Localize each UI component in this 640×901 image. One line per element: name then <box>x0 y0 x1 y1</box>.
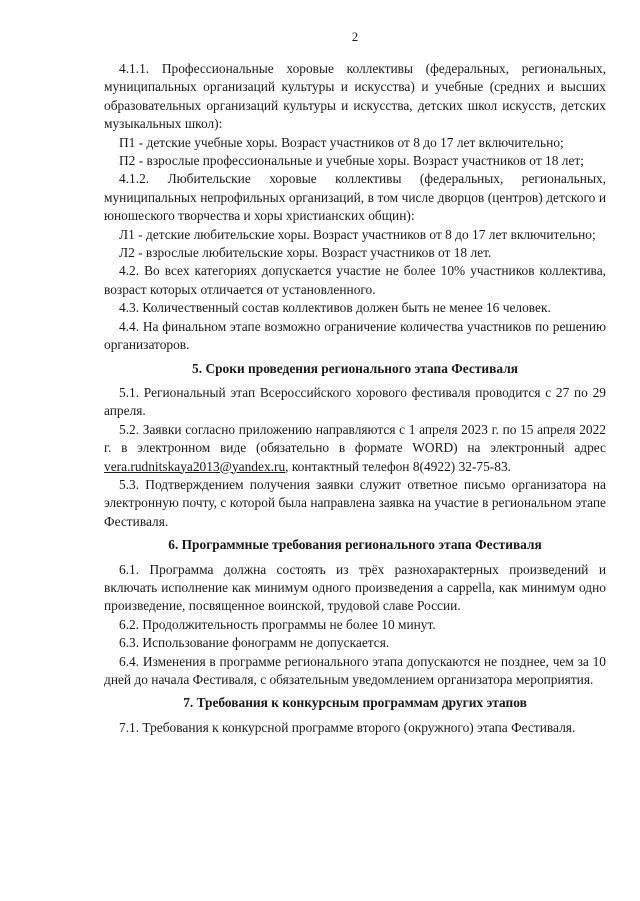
section-6-heading: 6. Программные требования регионального этапа Фестиваля <box>168 537 542 553</box>
section-5 <box>104 360 606 532</box>
paragraph-5-2 <box>104 421 606 476</box>
paragraph-4-2: 4.2. Во всех категориях допускается участие не более 10% участников коллектива, возраст которых отличается от установленного. <box>104 263 606 297</box>
paragraph-5-2-tail: , контактный телефон 8(4922) 32-75-83. <box>285 458 512 474</box>
paragraph-5-1: 5.1. Региональный этап Всероссийского хорового фестиваля проводится с 27 по 29 апреля. <box>104 384 606 419</box>
paragraph-4-1-2: 4.1.2. Любительские хоровые коллективы (федеральных, региональных, муниципальных непрофильных организаций, в том числе дворцов (центров) детского и юношеского творчества и хоры христианских общин): <box>104 171 606 224</box>
paragraph-p1: П1 - детские учебные хоры. Возраст участников от 8 до 17 лет включительно; <box>119 134 564 150</box>
paragraph-6-2: 6.2. Продолжительность программы не более 10 минут. <box>119 616 436 632</box>
paragraph-7-1: 7.1. Требования к конкурсной программе второго (окружного) этапа Фестиваля. <box>119 719 576 735</box>
paragraph-5-3: 5.3. Подтверждением получения заявки служит ответное письмо организатора на электронную почту, с которой была направлена заявка на участие в региональном этапе Фестиваля. <box>104 476 606 529</box>
paragraph-p2: П2 - взрослые профессиональные и учебные хоры. Возраст участников от 18 лет; <box>119 153 584 169</box>
paragraph-6-1: 6.1. Программа должна состоять из трёх разнохарактерных произведений и включать исполнение как минимум одного произведения а cappella, как минимум одно произведение, посвященное воинской, трудовой славе России. <box>104 561 606 614</box>
paragraph-4-4: 4.4. На финальном этапе возможно ограничение количества участников по решению организаторов. <box>104 318 606 353</box>
paragraph-l2: Л2 - взрослые любительские хоры. Возраст участников от 18 лет. <box>119 245 492 261</box>
paragraph-6-3: 6.3. Использование фонограмм не допускается. <box>119 635 390 651</box>
section-4-categories <box>104 60 606 355</box>
section-7 <box>104 694 606 737</box>
paragraph-5-2-text: 5.2. Заявки согласно приложению направляются с 1 апреля 2023 г. по 15 апреля 2022 г. в электронном виде (обязательно в формате WORD) на электронный адрес <box>104 421 606 456</box>
paragraph-4-3: 4.3. Количественный состав коллективов должен быть не менее 16 человек. <box>119 300 551 316</box>
paragraph-4-1-1: 4.1.1. Профессиональные хоровые коллективы (федеральных, региональных, муниципальных организаций культуры и искусства) и учебные (средних и высших образовательных организаций культуры и искусства, детских школ искусств, детских музыкальных школ): <box>104 61 606 132</box>
paragraph-6-4: 6.4. Изменения в программе регионального этапа допускаются не позднее, чем за 10 дней до начала Фестиваля, с обязательным уведомлением организатора мероприятия. <box>104 653 606 687</box>
section-6 <box>104 536 606 689</box>
email-link[interactable]: vera.rudnitskaya2013@yandex.ru <box>104 458 286 474</box>
section-5-heading: 5. Сроки проведения регионального этапа Фестиваля <box>192 360 518 376</box>
page-number: 2 <box>351 30 359 44</box>
paragraph-l1: Л1 - детские любительские хоры. Возраст участников от 8 до 17 лет включительно; <box>119 226 596 242</box>
section-7-heading: 7. Требования к конкурсным программам других этапов <box>183 695 527 711</box>
